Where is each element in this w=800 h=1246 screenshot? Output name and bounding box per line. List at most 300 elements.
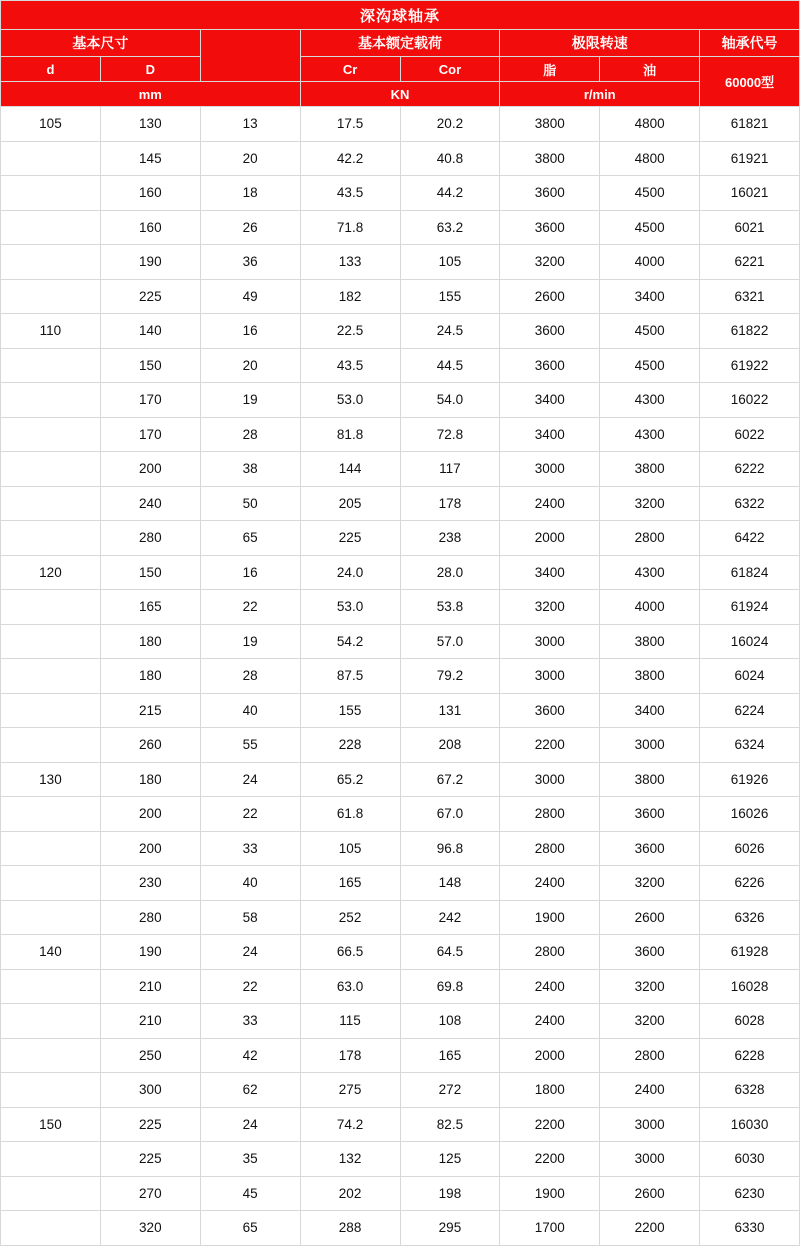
cell-bore-diameter: [1, 486, 101, 521]
cell-width: 58: [200, 900, 300, 935]
cell-static-rating: 69.8: [400, 969, 500, 1004]
cell-speed-grease: 2200: [500, 1107, 600, 1142]
cell-speed-oil: 3800: [600, 659, 700, 694]
cell-speed-oil: 4500: [600, 176, 700, 211]
cell-dynamic-rating: 61.8: [300, 797, 400, 832]
cell-bearing-code: 61921: [700, 141, 800, 176]
cell-speed-oil: 4800: [600, 141, 700, 176]
cell-bore-diameter: [1, 900, 101, 935]
cell-static-rating: 44.2: [400, 176, 500, 211]
table-row: [1, 590, 800, 625]
cell-bore-diameter: [1, 521, 101, 556]
cell-static-rating: 295: [400, 1211, 500, 1246]
cell-speed-grease: 3200: [500, 590, 600, 625]
cell-bore-diameter: [1, 210, 101, 245]
cell-width: 55: [200, 728, 300, 763]
cell-outer-diameter: 170: [100, 417, 200, 452]
table-row: [1, 831, 800, 866]
cell-bearing-code: 6022: [700, 417, 800, 452]
cell-bore-diameter: [1, 176, 101, 211]
cell-outer-diameter: 145: [100, 141, 200, 176]
cell-dynamic-rating: 202: [300, 1176, 400, 1211]
cell-speed-grease: 3400: [500, 383, 600, 418]
cell-speed-grease: 2400: [500, 969, 600, 1004]
cell-bearing-code: 6228: [700, 1038, 800, 1073]
cell-static-rating: 64.5: [400, 935, 500, 970]
cell-bearing-code: 16021: [700, 176, 800, 211]
cell-bearing-code: 6028: [700, 1004, 800, 1039]
table-row: [1, 176, 800, 211]
table-units-row: [1, 82, 800, 107]
cell-bearing-code: 6030: [700, 1142, 800, 1177]
table-row: [1, 383, 800, 418]
cell-dynamic-rating: 132: [300, 1142, 400, 1177]
table-row: [1, 1107, 800, 1142]
cell-speed-oil: 4000: [600, 590, 700, 625]
cell-dynamic-rating: 66.5: [300, 935, 400, 970]
cell-bore-diameter: [1, 279, 101, 314]
cell-outer-diameter: 200: [100, 797, 200, 832]
cell-static-rating: 117: [400, 452, 500, 487]
cell-bearing-code: 6222: [700, 452, 800, 487]
cell-bore-diameter: [1, 1004, 101, 1039]
cell-bearing-code: 61926: [700, 762, 800, 797]
cell-outer-diameter: 300: [100, 1073, 200, 1108]
cell-speed-oil: 3200: [600, 866, 700, 901]
table-row: [1, 452, 800, 487]
cell-bearing-code: 61822: [700, 314, 800, 349]
cell-width: 19: [200, 383, 300, 418]
cell-speed-grease: 3000: [500, 624, 600, 659]
group-basic-rating: 基本额定载荷: [300, 30, 500, 57]
cell-bearing-code: 6422: [700, 521, 800, 556]
cell-dynamic-rating: 53.0: [300, 590, 400, 625]
column-header-code-type: 60000型: [700, 57, 800, 107]
cell-dynamic-rating: 22.5: [300, 314, 400, 349]
cell-bearing-code: 61922: [700, 348, 800, 383]
cell-outer-diameter: 170: [100, 383, 200, 418]
cell-speed-oil: 4500: [600, 314, 700, 349]
cell-static-rating: 96.8: [400, 831, 500, 866]
cell-outer-diameter: 160: [100, 176, 200, 211]
cell-outer-diameter: 150: [100, 348, 200, 383]
cell-bearing-code: 6321: [700, 279, 800, 314]
cell-outer-diameter: 225: [100, 279, 200, 314]
cell-width: 49: [200, 279, 300, 314]
cell-static-rating: 63.2: [400, 210, 500, 245]
cell-dynamic-rating: 252: [300, 900, 400, 935]
cell-speed-oil: 3800: [600, 624, 700, 659]
cell-static-rating: 208: [400, 728, 500, 763]
table-row: [1, 624, 800, 659]
cell-bearing-code: 6326: [700, 900, 800, 935]
table-row: [1, 1004, 800, 1039]
column-header-d: d: [1, 57, 101, 82]
cell-speed-grease: 1700: [500, 1211, 600, 1246]
cell-speed-grease: 1800: [500, 1073, 600, 1108]
cell-dynamic-rating: 81.8: [300, 417, 400, 452]
cell-static-rating: 272: [400, 1073, 500, 1108]
cell-speed-oil: 4300: [600, 383, 700, 418]
cell-speed-oil: 2600: [600, 900, 700, 935]
cell-outer-diameter: 280: [100, 900, 200, 935]
cell-bearing-code: 61824: [700, 555, 800, 590]
unit-kn: KN: [300, 82, 500, 107]
cell-bore-diameter: [1, 1073, 101, 1108]
cell-width: 28: [200, 659, 300, 694]
table-row: [1, 969, 800, 1004]
cell-speed-oil: 3200: [600, 486, 700, 521]
cell-outer-diameter: 320: [100, 1211, 200, 1246]
cell-speed-oil: 3400: [600, 279, 700, 314]
cell-speed-grease: 2600: [500, 279, 600, 314]
table-row: [1, 486, 800, 521]
cell-outer-diameter: 130: [100, 107, 200, 142]
cell-speed-grease: 2400: [500, 486, 600, 521]
cell-speed-grease: 3600: [500, 176, 600, 211]
cell-width: 24: [200, 935, 300, 970]
cell-outer-diameter: 140: [100, 314, 200, 349]
cell-static-rating: 125: [400, 1142, 500, 1177]
cell-bearing-code: 61821: [700, 107, 800, 142]
cell-width: 22: [200, 797, 300, 832]
table-row: [1, 314, 800, 349]
cell-bore-diameter: [1, 693, 101, 728]
cell-bore-diameter: 105: [1, 107, 101, 142]
table-row: [1, 693, 800, 728]
table-row: [1, 900, 800, 935]
table-row: [1, 659, 800, 694]
cell-static-rating: 242: [400, 900, 500, 935]
cell-width: 45: [200, 1176, 300, 1211]
cell-static-rating: 67.0: [400, 797, 500, 832]
cell-speed-grease: 2000: [500, 1038, 600, 1073]
cell-bore-diameter: [1, 417, 101, 452]
cell-bore-diameter: 140: [1, 935, 101, 970]
cell-bearing-code: 6226: [700, 866, 800, 901]
group-spacer: [200, 30, 300, 82]
cell-speed-grease: 2400: [500, 866, 600, 901]
cell-dynamic-rating: 205: [300, 486, 400, 521]
cell-speed-grease: 3800: [500, 141, 600, 176]
cell-dynamic-rating: 275: [300, 1073, 400, 1108]
cell-speed-grease: 2200: [500, 728, 600, 763]
cell-speed-grease: 2400: [500, 1004, 600, 1039]
cell-bearing-code: 6322: [700, 486, 800, 521]
cell-width: 40: [200, 866, 300, 901]
column-header-cor: Cor: [400, 57, 500, 82]
cell-width: 13: [200, 107, 300, 142]
table-row: [1, 417, 800, 452]
cell-outer-diameter: 190: [100, 935, 200, 970]
cell-width: 65: [200, 1211, 300, 1246]
cell-dynamic-rating: 133: [300, 245, 400, 280]
table-row: [1, 1038, 800, 1073]
cell-bearing-code: 6021: [700, 210, 800, 245]
cell-width: 24: [200, 762, 300, 797]
cell-static-rating: 198: [400, 1176, 500, 1211]
cell-speed-oil: 3000: [600, 728, 700, 763]
cell-speed-oil: 2400: [600, 1073, 700, 1108]
cell-bearing-code: 6230: [700, 1176, 800, 1211]
table-row: [1, 521, 800, 556]
cell-dynamic-rating: 63.0: [300, 969, 400, 1004]
cell-bearing-code: 6328: [700, 1073, 800, 1108]
cell-speed-grease: 2800: [500, 935, 600, 970]
cell-outer-diameter: 190: [100, 245, 200, 280]
cell-dynamic-rating: 17.5: [300, 107, 400, 142]
cell-speed-oil: 3000: [600, 1107, 700, 1142]
cell-speed-oil: 3400: [600, 693, 700, 728]
cell-dynamic-rating: 182: [300, 279, 400, 314]
cell-dynamic-rating: 24.0: [300, 555, 400, 590]
cell-bore-diameter: [1, 831, 101, 866]
cell-width: 28: [200, 417, 300, 452]
cell-dynamic-rating: 178: [300, 1038, 400, 1073]
cell-static-rating: 105: [400, 245, 500, 280]
cell-bearing-code: 16022: [700, 383, 800, 418]
cell-static-rating: 178: [400, 486, 500, 521]
cell-static-rating: 53.8: [400, 590, 500, 625]
cell-speed-grease: 3600: [500, 348, 600, 383]
cell-speed-oil: 2200: [600, 1211, 700, 1246]
cell-outer-diameter: 270: [100, 1176, 200, 1211]
cell-dynamic-rating: 228: [300, 728, 400, 763]
cell-static-rating: 67.2: [400, 762, 500, 797]
cell-dynamic-rating: 74.2: [300, 1107, 400, 1142]
cell-width: 19: [200, 624, 300, 659]
cell-dynamic-rating: 155: [300, 693, 400, 728]
table-row: [1, 1142, 800, 1177]
cell-bore-diameter: [1, 866, 101, 901]
table-row: [1, 245, 800, 280]
cell-speed-oil: 3600: [600, 797, 700, 832]
table-title-row: [1, 1, 800, 30]
cell-width: 42: [200, 1038, 300, 1073]
table-body: [1, 107, 800, 1246]
cell-width: 33: [200, 831, 300, 866]
table-row: [1, 1211, 800, 1246]
cell-static-rating: 28.0: [400, 555, 500, 590]
table-row: [1, 1073, 800, 1108]
cell-speed-oil: 2800: [600, 521, 700, 556]
cell-speed-oil: 2800: [600, 1038, 700, 1073]
cell-dynamic-rating: 288: [300, 1211, 400, 1246]
cell-bearing-code: 6330: [700, 1211, 800, 1246]
cell-speed-oil: 3600: [600, 831, 700, 866]
cell-outer-diameter: 160: [100, 210, 200, 245]
cell-static-rating: 24.5: [400, 314, 500, 349]
cell-speed-oil: 3000: [600, 1142, 700, 1177]
table-row: [1, 348, 800, 383]
cell-static-rating: 155: [400, 279, 500, 314]
table-row: [1, 762, 800, 797]
cell-speed-grease: 1900: [500, 900, 600, 935]
group-basic-size: 基本尺寸: [1, 30, 201, 57]
table-group-header-row: [1, 30, 800, 57]
cell-speed-oil: 3200: [600, 1004, 700, 1039]
cell-bore-diameter: [1, 141, 101, 176]
cell-dynamic-rating: 65.2: [300, 762, 400, 797]
cell-bearing-code: 16028: [700, 969, 800, 1004]
cell-speed-grease: 3000: [500, 452, 600, 487]
cell-bore-diameter: 130: [1, 762, 101, 797]
cell-bearing-code: 6026: [700, 831, 800, 866]
cell-bore-diameter: [1, 797, 101, 832]
column-header-outer-d: D: [100, 57, 200, 82]
cell-dynamic-rating: 43.5: [300, 348, 400, 383]
cell-outer-diameter: 215: [100, 693, 200, 728]
cell-width: 20: [200, 348, 300, 383]
cell-static-rating: 40.8: [400, 141, 500, 176]
cell-bore-diameter: [1, 348, 101, 383]
cell-outer-diameter: 210: [100, 1004, 200, 1039]
cell-dynamic-rating: 43.5: [300, 176, 400, 211]
cell-width: 24: [200, 1107, 300, 1142]
cell-speed-oil: 4500: [600, 210, 700, 245]
cell-outer-diameter: 240: [100, 486, 200, 521]
table-row: [1, 279, 800, 314]
cell-bore-diameter: [1, 969, 101, 1004]
cell-bore-diameter: [1, 659, 101, 694]
cell-outer-diameter: 180: [100, 659, 200, 694]
cell-speed-oil: 4300: [600, 555, 700, 590]
cell-outer-diameter: 225: [100, 1142, 200, 1177]
page-title: 深沟球轴承: [1, 1, 800, 30]
cell-width: 50: [200, 486, 300, 521]
table-row: [1, 141, 800, 176]
group-bearing-code: 轴承代号: [700, 30, 800, 57]
cell-static-rating: 54.0: [400, 383, 500, 418]
cell-outer-diameter: 180: [100, 624, 200, 659]
cell-width: 16: [200, 314, 300, 349]
cell-outer-diameter: 165: [100, 590, 200, 625]
cell-outer-diameter: 230: [100, 866, 200, 901]
cell-static-rating: 238: [400, 521, 500, 556]
cell-bearing-code: 16030: [700, 1107, 800, 1142]
cell-bearing-code: 6324: [700, 728, 800, 763]
table-row: [1, 866, 800, 901]
cell-bore-diameter: 150: [1, 1107, 101, 1142]
cell-static-rating: 131: [400, 693, 500, 728]
cell-speed-oil: 4300: [600, 417, 700, 452]
cell-speed-grease: 3400: [500, 555, 600, 590]
cell-outer-diameter: 225: [100, 1107, 200, 1142]
cell-outer-diameter: 260: [100, 728, 200, 763]
unit-rmin: r/min: [500, 82, 700, 107]
cell-static-rating: 82.5: [400, 1107, 500, 1142]
table-row: [1, 1176, 800, 1211]
cell-width: 20: [200, 141, 300, 176]
cell-bore-diameter: [1, 1176, 101, 1211]
cell-width: 62: [200, 1073, 300, 1108]
column-header-cr: Cr: [300, 57, 400, 82]
cell-dynamic-rating: 225: [300, 521, 400, 556]
cell-static-rating: 44.5: [400, 348, 500, 383]
cell-bearing-code: 61924: [700, 590, 800, 625]
unit-mm: mm: [1, 82, 301, 107]
cell-bearing-code: 6024: [700, 659, 800, 694]
cell-outer-diameter: 210: [100, 969, 200, 1004]
cell-speed-oil: 4500: [600, 348, 700, 383]
cell-width: 65: [200, 521, 300, 556]
cell-speed-oil: 3800: [600, 762, 700, 797]
cell-speed-grease: 3800: [500, 107, 600, 142]
cell-dynamic-rating: 71.8: [300, 210, 400, 245]
table-subheader-row: [1, 57, 800, 82]
cell-bearing-code: 16026: [700, 797, 800, 832]
cell-speed-grease: 3600: [500, 314, 600, 349]
cell-speed-oil: 4800: [600, 107, 700, 142]
cell-static-rating: 57.0: [400, 624, 500, 659]
group-limit-speed: 极限转速: [500, 30, 700, 57]
cell-speed-grease: 2800: [500, 797, 600, 832]
table-row: [1, 728, 800, 763]
cell-bore-diameter: [1, 1142, 101, 1177]
cell-static-rating: 20.2: [400, 107, 500, 142]
cell-dynamic-rating: 42.2: [300, 141, 400, 176]
cell-bore-diameter: [1, 728, 101, 763]
cell-bore-diameter: 110: [1, 314, 101, 349]
cell-dynamic-rating: 53.0: [300, 383, 400, 418]
cell-bearing-code: 6221: [700, 245, 800, 280]
cell-width: 18: [200, 176, 300, 211]
table-header: [1, 1, 800, 107]
table-row: [1, 555, 800, 590]
cell-width: 36: [200, 245, 300, 280]
cell-speed-grease: 2800: [500, 831, 600, 866]
cell-bore-diameter: [1, 1038, 101, 1073]
cell-bore-diameter: [1, 452, 101, 487]
cell-outer-diameter: 280: [100, 521, 200, 556]
column-header-grease: 脂: [500, 57, 600, 82]
cell-speed-oil: 2600: [600, 1176, 700, 1211]
cell-speed-grease: 3600: [500, 693, 600, 728]
cell-outer-diameter: 180: [100, 762, 200, 797]
table-row: [1, 107, 800, 142]
cell-speed-grease: 2200: [500, 1142, 600, 1177]
cell-speed-grease: 3000: [500, 762, 600, 797]
cell-speed-grease: 2000: [500, 521, 600, 556]
table-row: [1, 797, 800, 832]
cell-static-rating: 148: [400, 866, 500, 901]
cell-speed-oil: 4000: [600, 245, 700, 280]
cell-speed-oil: 3600: [600, 935, 700, 970]
cell-static-rating: 108: [400, 1004, 500, 1039]
cell-width: 35: [200, 1142, 300, 1177]
cell-speed-grease: 3600: [500, 210, 600, 245]
cell-dynamic-rating: 54.2: [300, 624, 400, 659]
cell-dynamic-rating: 165: [300, 866, 400, 901]
cell-bore-diameter: 120: [1, 555, 101, 590]
cell-width: 33: [200, 1004, 300, 1039]
table-row: [1, 935, 800, 970]
cell-speed-oil: 3800: [600, 452, 700, 487]
cell-bore-diameter: [1, 383, 101, 418]
table-row: [1, 210, 800, 245]
cell-outer-diameter: 250: [100, 1038, 200, 1073]
cell-bearing-code: 16024: [700, 624, 800, 659]
cell-bore-diameter: [1, 590, 101, 625]
cell-dynamic-rating: 105: [300, 831, 400, 866]
cell-width: 38: [200, 452, 300, 487]
cell-speed-oil: 3200: [600, 969, 700, 1004]
cell-bore-diameter: [1, 624, 101, 659]
cell-speed-grease: 3200: [500, 245, 600, 280]
cell-static-rating: 79.2: [400, 659, 500, 694]
cell-static-rating: 72.8: [400, 417, 500, 452]
cell-bearing-code: 61928: [700, 935, 800, 970]
